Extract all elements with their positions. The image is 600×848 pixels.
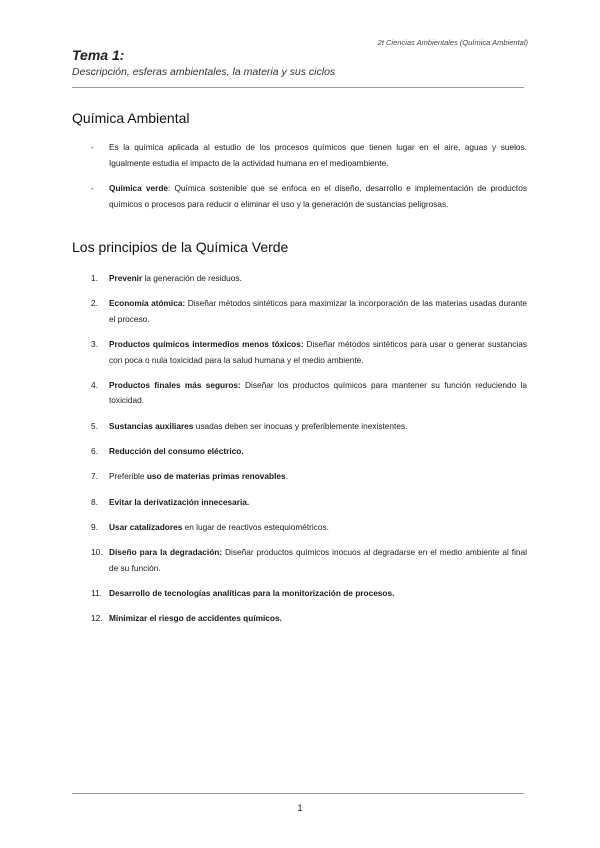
- definition-list: [72, 140, 527, 222]
- item-text: Diseñar métodos sintéticos para usar o generar sustancias con poca o nula toxicidad para la salud humana y el medio ambiente.: [109, 339, 527, 365]
- bullet-text: Es la química aplicada al estudio de los procesos químicos que tienen lugar en el aire, aguas y suelos. Igualmente estudia el impacto de la actividad humana en el medioambiente.: [109, 142, 527, 168]
- topic-subtitle: Descripción, esferas ambientales, la materia y sus ciclos: [72, 66, 336, 78]
- section-heading-quimica-ambiental: Química Ambiental: [72, 110, 190, 126]
- item-title: Reducción del consumo eléctrico.: [109, 445, 244, 456]
- list-item: [72, 419, 527, 435]
- item-title: Evitar la derivatización innecesaria.: [109, 496, 250, 507]
- list-item: [72, 296, 527, 327]
- item-text: .: [285, 471, 288, 482]
- list-item: [72, 545, 527, 576]
- item-prefix: Preferible: [109, 471, 147, 482]
- item-title: Desarrollo de tecnologías analíticas para la monitorización de procesos.: [109, 587, 395, 598]
- item-text: la generación de residuos.: [142, 273, 242, 283]
- item-title: Diseño para la degradación:: [109, 547, 223, 558]
- running-header: 2t Ciencias Ambientales (Química Ambiental): [377, 38, 528, 47]
- item-text: Diseñar métodos sintéticos para maximizar la incorporación de las materias usadas durante el proceso.: [109, 298, 527, 324]
- item-number: 6.: [91, 445, 98, 456]
- item-number: 11.: [91, 587, 102, 598]
- item-title: Minimizar el riesgo de accidentes químicos.: [109, 613, 282, 624]
- list-item: [72, 520, 527, 536]
- list-item: [72, 444, 527, 460]
- topic-title: Tema 1:: [72, 47, 125, 63]
- item-number: 8.: [91, 496, 98, 507]
- footer-divider: [72, 793, 524, 794]
- item-number: 1.: [91, 273, 98, 283]
- item-title: Sustancias auxiliares: [109, 420, 194, 431]
- list-item: [72, 271, 527, 287]
- item-number: 7.: [91, 471, 98, 482]
- item-title: uso de materias primas renovables: [146, 471, 286, 482]
- item-number: 2.: [91, 298, 98, 309]
- item-number: 4.: [91, 379, 98, 390]
- page-number: 1: [297, 803, 303, 814]
- bullet-text: : Química sostenible que se enfoca en el diseño, desarrollo e implementación de productos químicos o procesos para reducir o eliminar el uso y la generación de sustancias peligrosas.: [109, 183, 527, 209]
- item-number: 5.: [91, 420, 98, 431]
- item-text: Diseñar productos químicos inocuos al degradarse en el medio ambiente al final de su función.: [109, 547, 527, 573]
- item-number: 9.: [91, 521, 98, 532]
- list-item: [72, 586, 527, 602]
- header-divider: [72, 87, 524, 88]
- item-text: en lugar de reactivos estequiométricos.: [182, 521, 329, 532]
- list-item: [72, 611, 527, 627]
- bullet-lead: Química verde: [109, 183, 169, 193]
- item-title: Prevenir: [109, 273, 143, 283]
- principles-list: [72, 271, 527, 637]
- item-title: Economía atómica:: [109, 298, 186, 309]
- item-title: Productos químicos intermedios menos tóxicos:: [109, 339, 304, 350]
- item-title: Productos finales más seguros:: [109, 379, 241, 390]
- bullet-dash: -: [91, 183, 94, 193]
- item-title: Usar catalizadores: [109, 521, 183, 532]
- item-number: 3.: [91, 339, 98, 350]
- list-item: [72, 495, 527, 511]
- bullet-dash: -: [91, 142, 94, 152]
- list-item: [72, 337, 527, 368]
- item-number: 10.: [91, 547, 103, 558]
- list-item: [72, 181, 527, 212]
- list-item: [72, 378, 527, 409]
- item-text: Diseñar los productos químicos para mantener su función reduciendo la toxicidad.: [109, 379, 528, 406]
- list-item: [72, 140, 527, 171]
- item-text: usadas deben ser inocuas y preferiblemente inexistentes.: [193, 420, 408, 431]
- item-number: 12.: [91, 613, 103, 624]
- list-item: [72, 469, 527, 485]
- section-heading-principios: Los principios de la Química Verde: [72, 239, 289, 255]
